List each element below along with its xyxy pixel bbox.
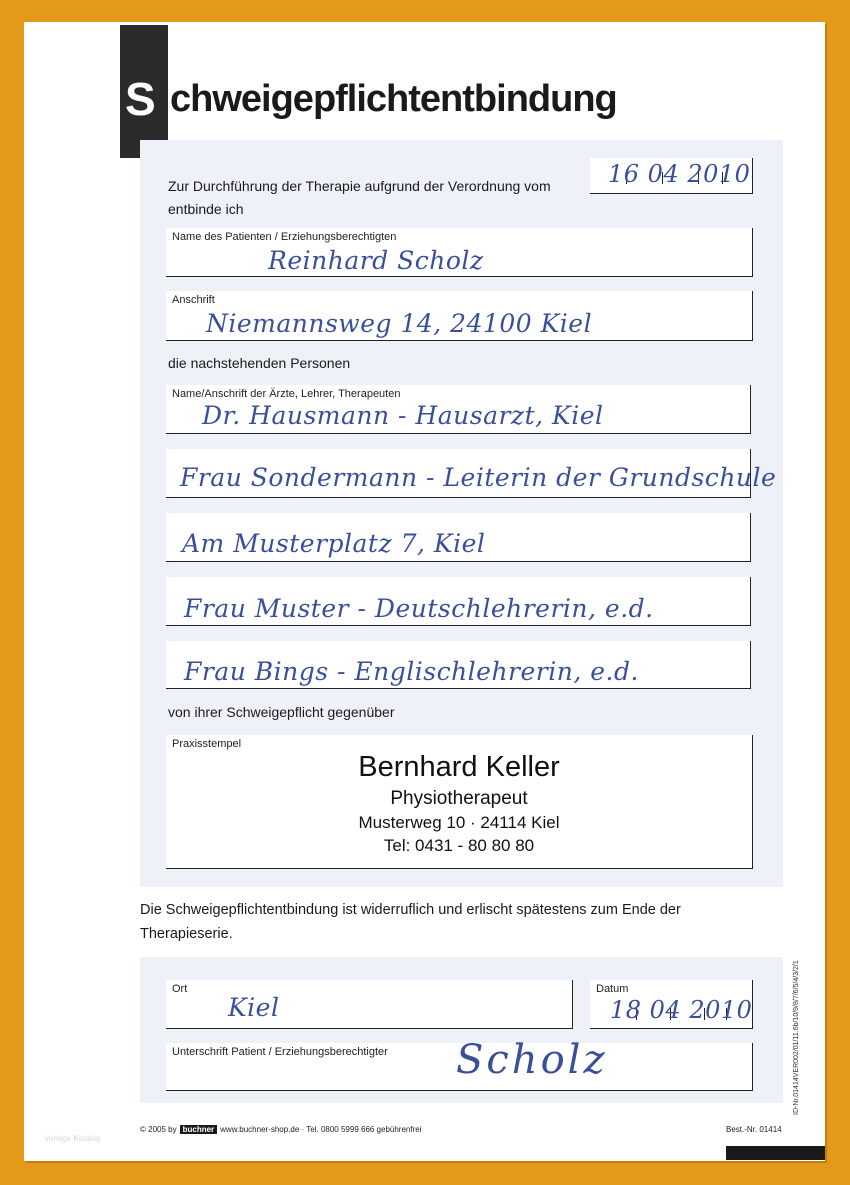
person-line: Am Musterplatz 7, Kiel [182, 529, 486, 558]
side-id-number: ID-Nr.01414VER002/01/11.6b/10/9/8/7/6/5/4/3/2/1 [793, 960, 800, 1115]
order-number: Best.-Nr. 01414 [726, 1125, 782, 1134]
person-field-3[interactable] [166, 513, 751, 562]
verordnung-date-field[interactable] [590, 158, 753, 194]
stamp-street: Musterweg 10 · 24114 Kiel [358, 813, 560, 832]
person-line: Frau Sondermann - Leiterin der Grundschule [180, 463, 777, 492]
place-value: Kiel [228, 993, 280, 1022]
patient-label: Name des Patienten / Erziehungsberechtigten [172, 231, 397, 243]
persons-intro: die nachstehenden Personen [168, 355, 351, 371]
person-field-1[interactable] [166, 385, 751, 434]
person-field-4[interactable] [166, 577, 751, 626]
brand-logo: buchner [180, 1125, 218, 1134]
footer-copyright: © 2005 by [140, 1125, 177, 1134]
footer-credit [140, 1125, 421, 1134]
place-field[interactable] [166, 980, 573, 1029]
signature-value: Scholz [456, 1037, 608, 1083]
revocation-line2: Therapieserie. [140, 926, 233, 942]
date-label: Datum [596, 983, 629, 995]
stamp-name: Bernhard Keller [358, 751, 560, 783]
person-line: Dr. Hausmann - Hausarzt, Kiel [202, 401, 604, 430]
stamp-phone: Tel: 0431 - 80 80 80 [383, 836, 535, 855]
patient-value: Reinhard Scholz [268, 246, 484, 275]
date-field[interactable] [590, 980, 753, 1029]
signature-label: Unterschrift Patient / Erziehungsberechtigter [172, 1046, 388, 1058]
person-field-5[interactable] [166, 641, 751, 689]
intro-line2: entbinde ich [168, 201, 244, 217]
stamp-field [166, 735, 753, 869]
footer-bar [726, 1146, 825, 1160]
date-value: 18 04 2010 [610, 996, 753, 1024]
person-field-2[interactable] [166, 449, 777, 498]
stamp-label: Praxisstempel [172, 738, 242, 750]
address-value: Niemannsweg 14, 24100 Kiel [206, 309, 593, 338]
person-line: Frau Bings - Englischlehrerin, e.d. [184, 657, 639, 686]
footer-site: www.buchner-shop.de · Tel. 0800 5999 666 gebührenfrei [220, 1125, 422, 1134]
persons-outro: von ihrer Schweigepflicht gegenüber [168, 704, 395, 720]
stamp-profession: Physiotherapeut [390, 788, 528, 809]
revocation-line1: Die Schweigepflichtentbindung ist widerruflich und erlischt spätestens zum Ende der [140, 902, 681, 918]
patient-field[interactable] [166, 228, 753, 277]
verordnung-date-value: 16 04 2010 [608, 160, 751, 188]
title-initial: S [125, 73, 155, 125]
signature-field[interactable] [166, 1037, 753, 1091]
person-line: Frau Muster - Deutschlehrerin, e.d. [184, 594, 654, 623]
intro-line1: Zur Durchführung der Therapie aufgrund der Verordnung vom [168, 178, 551, 194]
persons-label: Name/Anschrift der Ärzte, Lehrer, Therapeuten [172, 388, 401, 400]
address-label: Anschrift [172, 294, 215, 306]
watermark: Vorlage Katalog [44, 1134, 101, 1143]
address-field[interactable] [166, 291, 753, 341]
page-title: chweigepflichtentbindung [170, 78, 617, 120]
place-label: Ort [172, 983, 188, 995]
